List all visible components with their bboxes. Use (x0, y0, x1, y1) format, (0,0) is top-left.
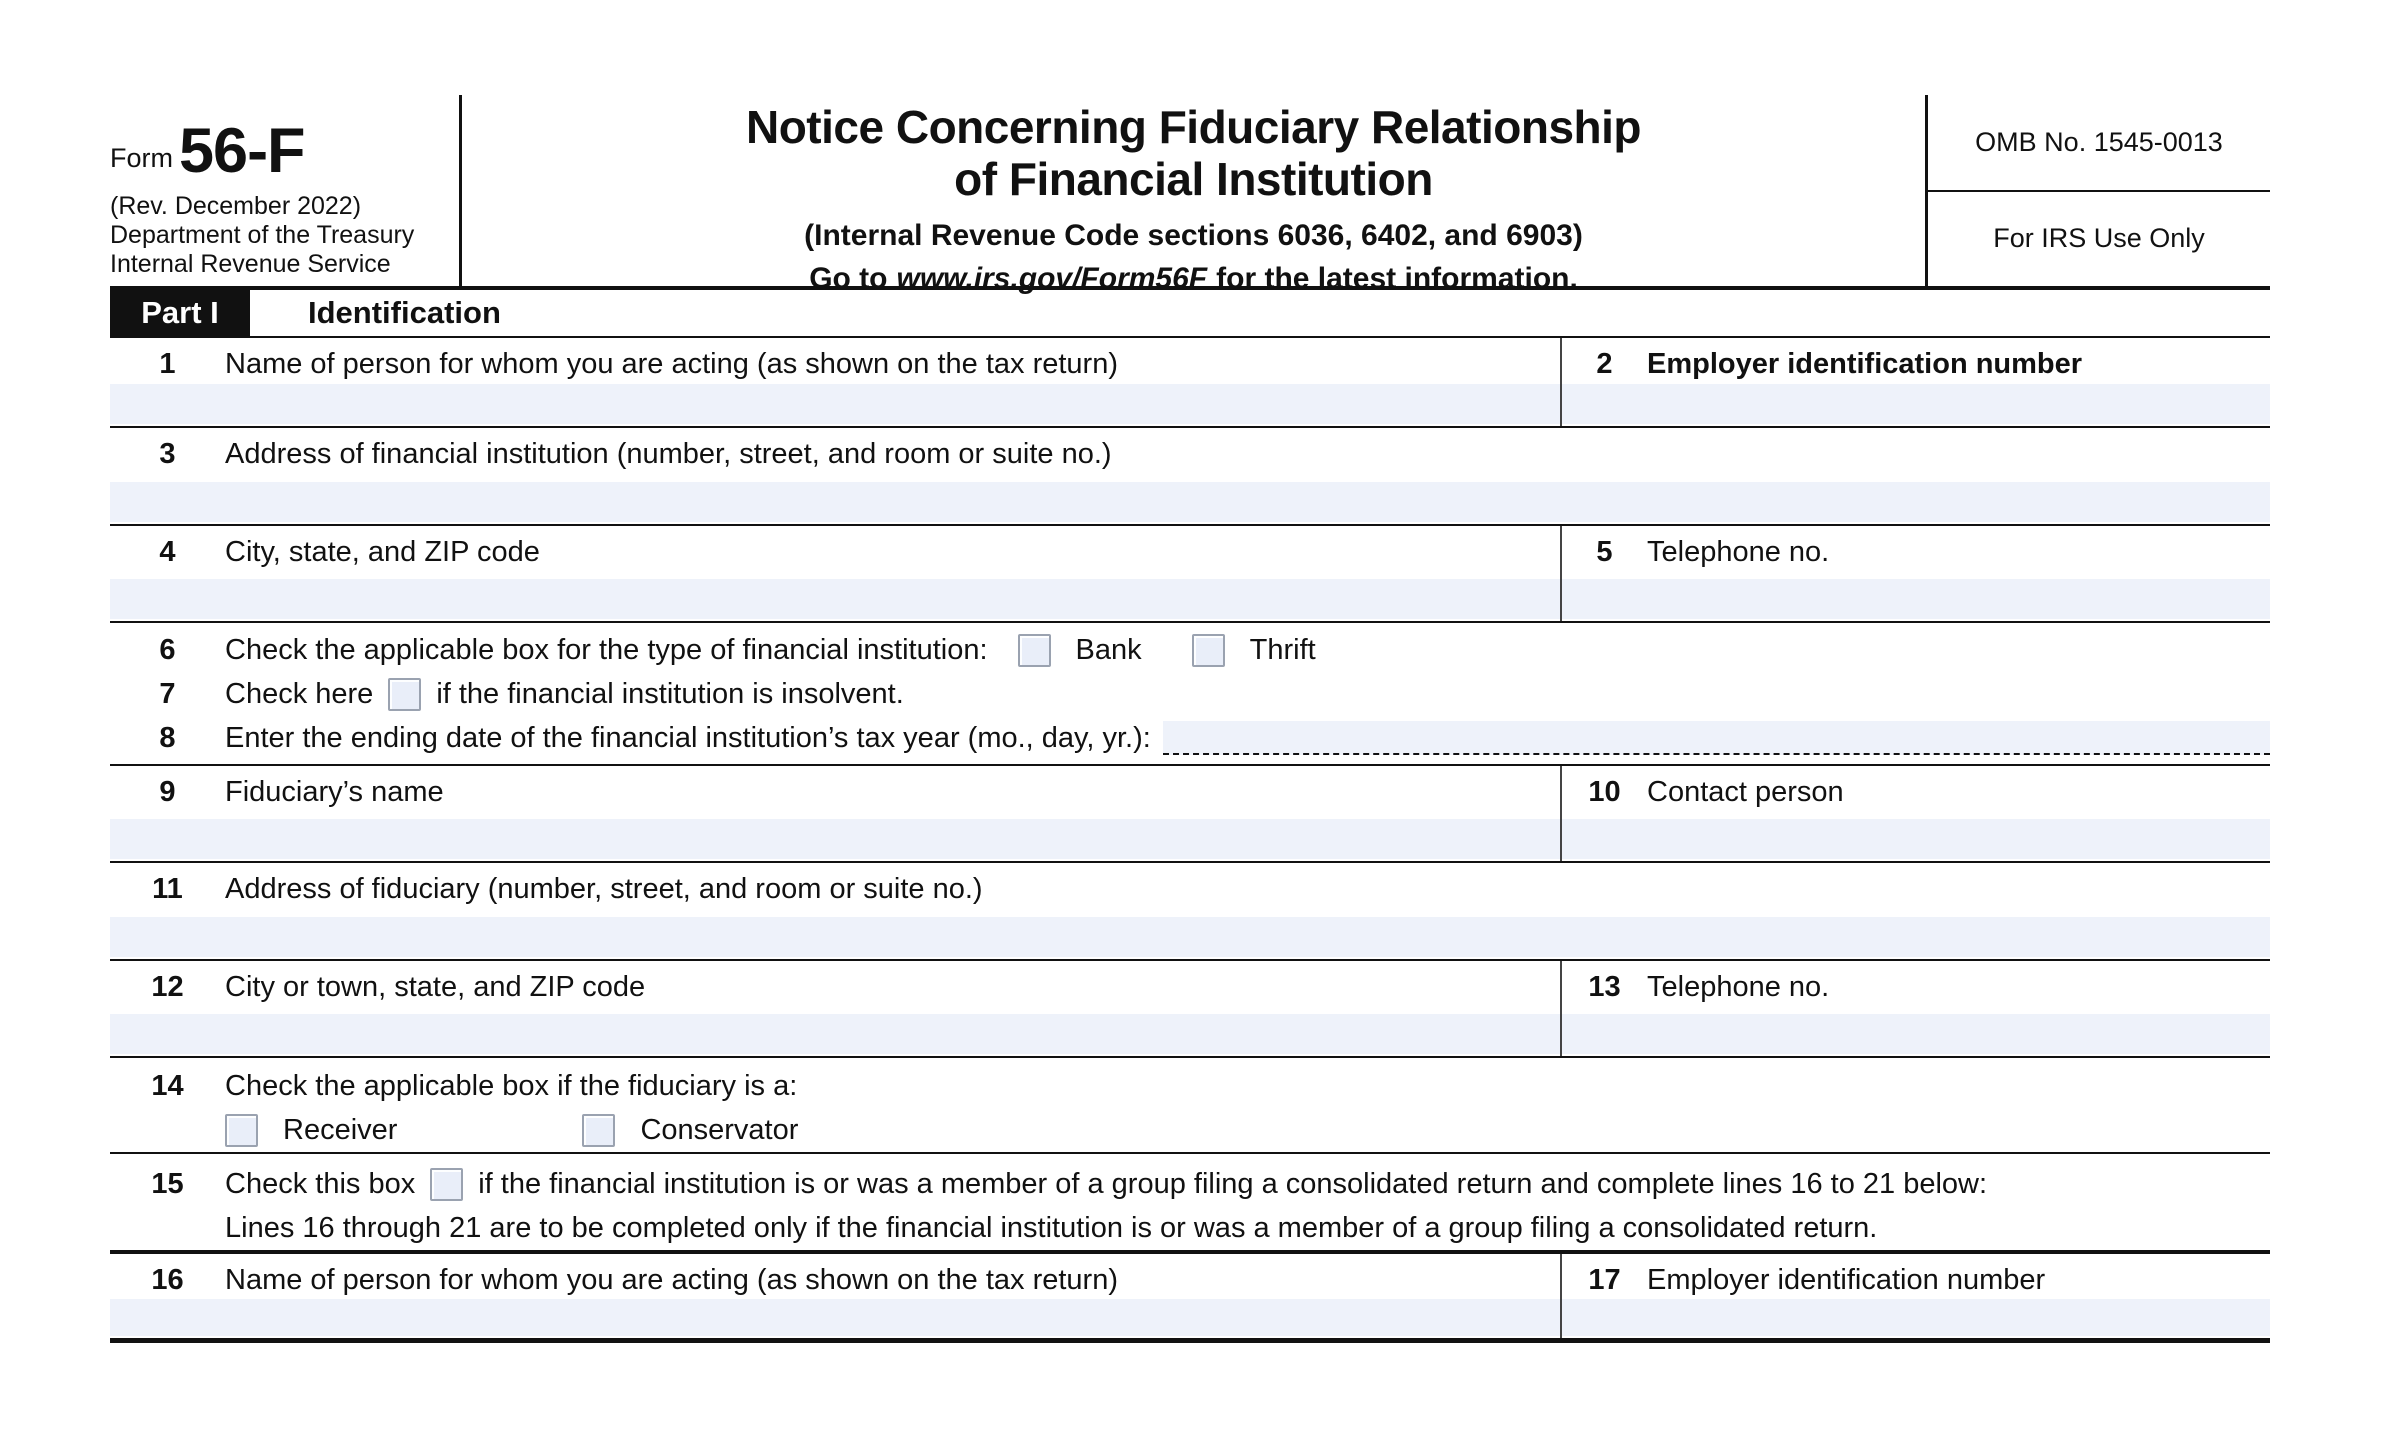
receiver-checkbox[interactable] (225, 1114, 258, 1147)
omb-number: OMB No. 1545-0013 (1928, 95, 2270, 192)
line10-label: Contact person (1647, 776, 1844, 808)
line1-label: Name of person for whom you are acting (as shown on the tax return) (225, 348, 1118, 380)
fiduciary-city-state-zip-field[interactable] (110, 1014, 1560, 1054)
line5-label: Telephone no. (1647, 536, 1830, 568)
form-number: 56-F (179, 116, 305, 186)
telephone-field[interactable] (1562, 579, 2270, 619)
city-state-zip-field[interactable] (110, 579, 1560, 619)
part1-header (110, 290, 2270, 338)
part1-title: Identification (308, 295, 501, 330)
tax-year-ending-date-field[interactable] (1163, 721, 2270, 755)
row-line-4-5 (110, 526, 2270, 623)
service-label: Internal Revenue Service (110, 249, 391, 278)
line6-label: Check the applicable box for the type of financial institution: (225, 633, 988, 666)
row-line-7 (110, 672, 2270, 716)
line4-label: City, state, and ZIP code (225, 536, 540, 568)
line11-label: Address of fiduciary (number, street, and room or suite no.) (225, 873, 983, 905)
part1-badge: Part I (110, 290, 250, 336)
form-word-label: Form (110, 142, 173, 173)
line6-number: 6 (159, 633, 176, 666)
line15-label-post: if the financial institution is or was a member of a group filing a consolidated return and complete lines 16 to 21 below: (478, 1167, 1988, 1200)
name-of-person-field[interactable] (110, 384, 1560, 424)
line16-number: 16 (151, 1264, 184, 1296)
form-title-line1: Notice Concerning Fiduciary Relationship (745, 101, 1641, 153)
line13-number: 13 (1588, 971, 1621, 1003)
consolidated-ein-field[interactable] (1562, 1299, 2270, 1336)
goto-url-link[interactable]: www.irs.gov/Form56F (896, 262, 1208, 295)
ein-field[interactable] (1562, 384, 2270, 424)
line5-number: 5 (1596, 536, 1613, 568)
goto-line (462, 262, 1925, 296)
fiduciary-address-field[interactable] (110, 917, 2270, 957)
line14-label-line (110, 1064, 2270, 1108)
department-label: Department of the Treasury (110, 220, 415, 249)
contact-person-field[interactable] (1562, 819, 2270, 859)
line13-label: Telephone no. (1647, 971, 1830, 1003)
line14-label: Check the applicable box if the fiduciary is a: (225, 1069, 798, 1102)
line16-label: Name of person for whom you are acting (as shown on the tax return) (225, 1264, 1118, 1296)
form-number-block (110, 95, 462, 286)
line2-label: Employer identification number (1647, 348, 2083, 380)
form-title-line2: of Financial Institution (954, 153, 1433, 205)
row-line-12-13 (110, 961, 2270, 1058)
line15-note-line (110, 1206, 2270, 1250)
line1-number: 1 (159, 348, 176, 380)
line3-number: 3 (159, 438, 176, 470)
line17-label: Employer identification number (1647, 1264, 2046, 1296)
line2-number: 2 (1596, 348, 1613, 380)
row-line-14 (110, 1058, 2270, 1154)
line15-note: Lines 16 through 21 are to be completed only if the financial institution is or was a member of a group filing a consolidated return. (225, 1211, 1878, 1244)
row-line-1-2 (110, 338, 2270, 428)
institution-address-field[interactable] (110, 482, 2270, 522)
receiver-checkbox-label: Receiver (283, 1113, 398, 1146)
conservator-checkbox[interactable] (582, 1114, 615, 1147)
line3-label: Address of financial institution (number, street, and room or suite no.) (225, 438, 1112, 470)
irs-use-only-label: For IRS Use Only (1993, 223, 2205, 254)
line9-number: 9 (159, 776, 176, 808)
bank-checkbox[interactable] (1018, 634, 1051, 667)
form-title-block (462, 95, 1925, 295)
goto-suffix: for the latest information. (1216, 262, 1578, 295)
consolidated-checkbox[interactable] (430, 1168, 463, 1201)
row-line-6 (110, 628, 2270, 672)
line7-number: 7 (159, 677, 176, 710)
line15-label-pre: Check this box (225, 1167, 416, 1200)
row-line-11 (110, 863, 2270, 961)
fiduciary-telephone-field[interactable] (1562, 1014, 2270, 1054)
omb-block (1925, 95, 2270, 286)
line8-label: Enter the ending date of the financial institution’s tax year (mo., day, yr.): (225, 721, 1151, 754)
line7-label-post: if the financial institution is insolvent. (436, 677, 904, 710)
form-56f-page (110, 95, 2270, 1343)
bank-checkbox-label: Bank (1075, 633, 1142, 666)
form-revision: (Rev. December 2022) (110, 191, 362, 220)
consolidated-name-field[interactable] (110, 1299, 1560, 1336)
goto-prefix: Go to (809, 262, 888, 295)
row-line-16-17 (110, 1254, 2270, 1343)
line8-number: 8 (159, 721, 176, 754)
insolvent-checkbox[interactable] (388, 678, 421, 711)
line15-number: 15 (151, 1167, 184, 1200)
form-subtitle: (Internal Revenue Code sections 6036, 6402, and 6903) (804, 219, 1583, 252)
row-line-9-10 (110, 766, 2270, 863)
line11-number: 11 (152, 873, 183, 905)
line12-number: 12 (151, 971, 184, 1003)
form-header (110, 95, 2270, 295)
section-lines-6-8 (110, 623, 2270, 766)
line7-label-pre: Check here (225, 677, 374, 710)
row-line-8 (110, 716, 2270, 760)
conservator-checkbox-label: Conservator (640, 1113, 799, 1146)
line14-number: 14 (151, 1069, 184, 1102)
row-line-15 (110, 1154, 2270, 1254)
thrift-checkbox-label: Thrift (1249, 633, 1316, 666)
line14-options-line (110, 1108, 2270, 1152)
fiduciary-name-field[interactable] (110, 819, 1560, 859)
thrift-checkbox[interactable] (1192, 634, 1225, 667)
line9-label: Fiduciary’s name (225, 776, 444, 808)
line10-number: 10 (1588, 776, 1621, 808)
line4-number: 4 (159, 536, 176, 568)
line15-label-line (110, 1162, 2270, 1206)
line12-label: City or town, state, and ZIP code (225, 971, 646, 1003)
row-line-3 (110, 428, 2270, 526)
line17-number: 17 (1588, 1264, 1621, 1296)
